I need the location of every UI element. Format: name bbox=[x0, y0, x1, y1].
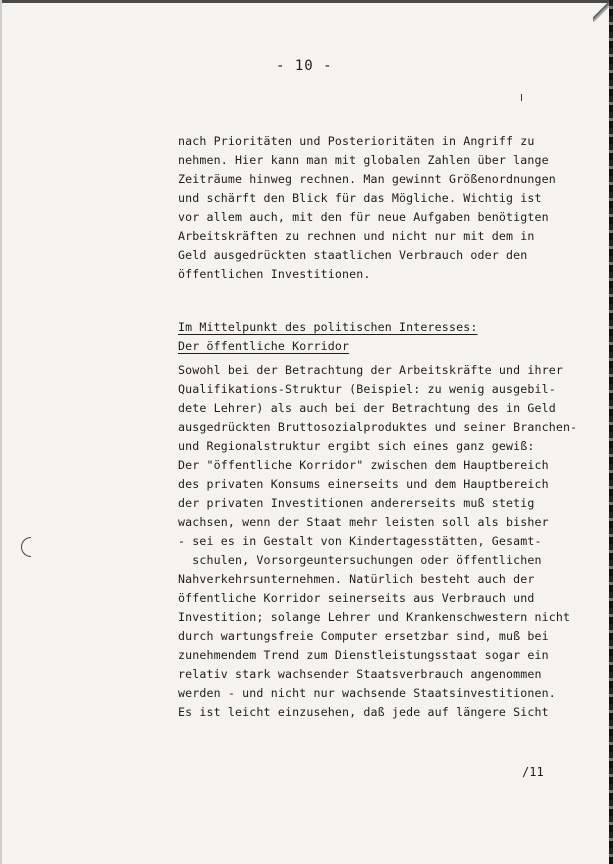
heading-line: Der öffentliche Korridor bbox=[178, 339, 350, 353]
scan-edge-top bbox=[0, 0, 613, 3]
punch-hole-mark bbox=[21, 537, 31, 557]
text-line: der privaten Investitionen andererseits muß stetig bbox=[178, 496, 535, 510]
text-line: öffentliche Korridor seinerseits aus Verbrauch und bbox=[178, 591, 535, 605]
text-line: nehmen. Hier kann man mit globalen Zahlen über lange bbox=[178, 153, 549, 167]
text-line: Qualifikations-Struktur (Beispiel: zu wenig ausgebil- bbox=[178, 382, 556, 396]
scan-corner-mark bbox=[593, 0, 609, 22]
text-line: nach Prioritäten und Posterioritäten in Angriff zu bbox=[178, 134, 535, 148]
continuation-marker: /11 bbox=[522, 765, 544, 779]
text-line: des privaten Konsums einerseits und dem Hauptbereich bbox=[178, 477, 549, 491]
text-line: öffentlichen Investitionen. bbox=[178, 267, 371, 281]
text-line: - sei es in Gestalt von Kindertagesstätten, Gesamt- bbox=[178, 534, 542, 548]
paragraph-1 bbox=[178, 132, 598, 284]
text-line: Investition; solange Lehrer und Krankenschwestern nicht bbox=[178, 610, 571, 624]
scan-edge-left bbox=[0, 0, 2, 864]
text-line: Arbeitskräften zu rechnen und nicht nur mit dem in bbox=[178, 229, 535, 243]
text-line: Nahverkehrsunternehmen. Natürlich besteht auch der bbox=[178, 572, 535, 586]
text-line: Der "öffentliche Korridor" zwischen dem Hauptbereich bbox=[178, 458, 549, 472]
text-line: vor allem auch, mit den für neue Aufgaben benötigten bbox=[178, 210, 549, 224]
text-line: schulen, Vorsorgeuntersuchungen oder öffentlichen bbox=[178, 553, 542, 567]
margin-tick-mark bbox=[521, 94, 522, 101]
text-line: und schärft den Blick für das Mögliche. Wichtig ist bbox=[178, 191, 542, 205]
text-line: dete Lehrer) als auch bei der Betrachtung des in Geld bbox=[178, 401, 556, 415]
text-line: ausgedrückten Bruttosozialproduktes und seiner Branchen- bbox=[178, 420, 578, 434]
text-line: wachsen, wenn der Staat mehr leisten soll als bisher bbox=[178, 515, 549, 529]
text-line: Zeiträume hinweg rechnen. Man gewinnt Größenordnungen bbox=[178, 172, 556, 186]
text-line: und Regionalstruktur ergibt sich eines ganz gewiß: bbox=[178, 439, 535, 453]
text-line: Es ist leicht einzusehen, daß jede auf längere Sicht bbox=[178, 705, 549, 719]
paragraph-2 bbox=[178, 361, 598, 722]
section-heading bbox=[178, 318, 477, 356]
text-line: relativ stark wachsender Staatsverbrauch angenommen bbox=[178, 667, 542, 681]
page-number: - 10 - bbox=[276, 58, 333, 74]
text-line: Geld ausgedrückten staatlichen Verbrauch oder den bbox=[178, 248, 528, 262]
text-line: Sowohl bei der Betrachtung der Arbeitskräfte und ihrer bbox=[178, 363, 564, 377]
text-line: zunehmendem Trend zum Dienstleistungsstaat sogar ein bbox=[178, 648, 549, 662]
heading-line: Im Mittelpunkt des politischen Interesses: bbox=[178, 320, 478, 334]
scan-edge-right bbox=[609, 0, 613, 864]
text-line: werden - und nicht nur wachsende Staatsinvestitionen. bbox=[178, 686, 556, 700]
text-line: durch wartungsfreie Computer ersetzbar sind, muß bei bbox=[178, 629, 549, 643]
